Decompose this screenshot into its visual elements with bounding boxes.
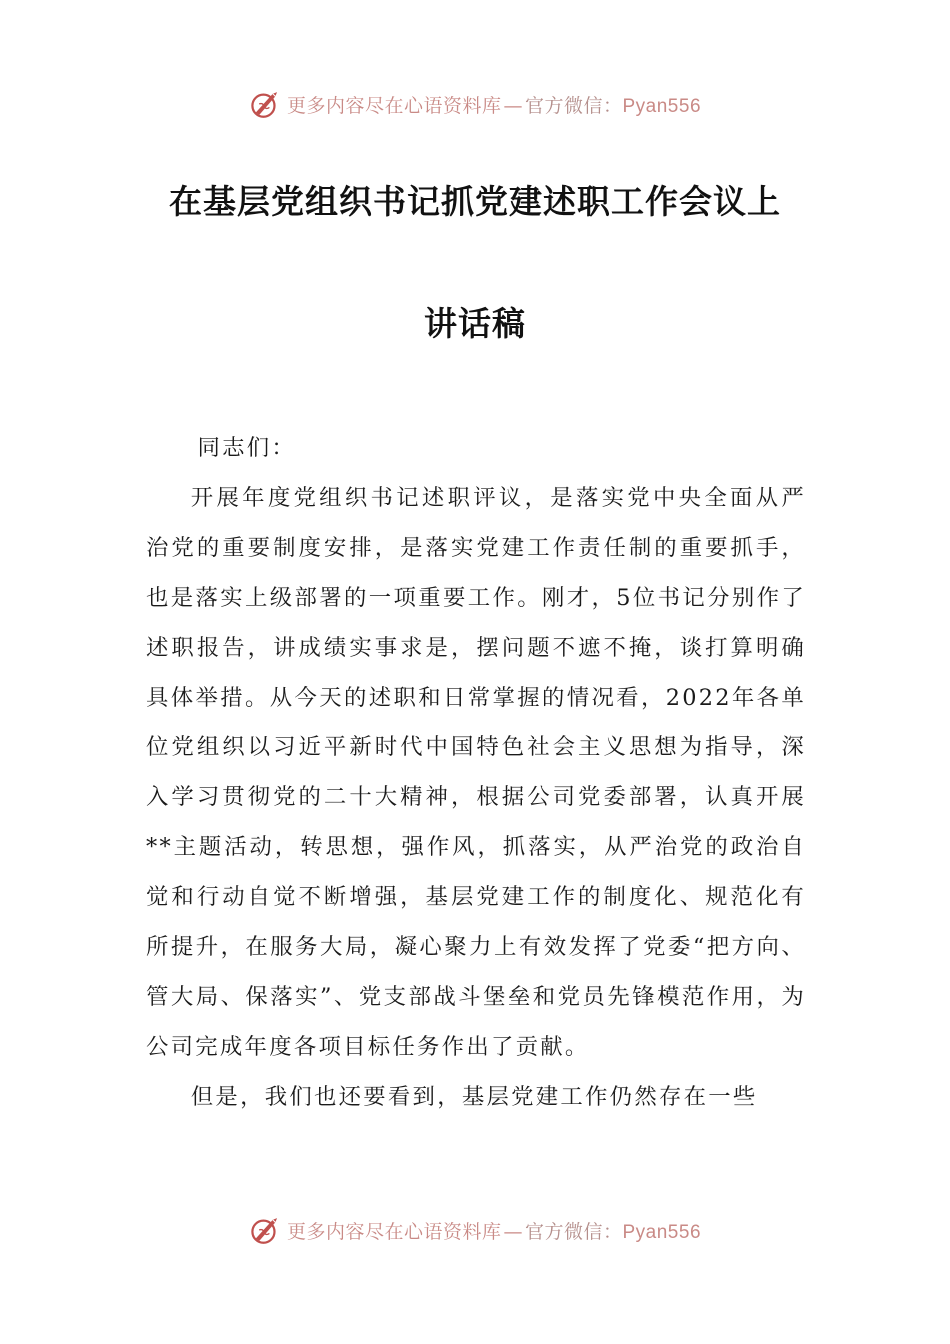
banner-wechat-label: 官方微信：: [524, 1220, 623, 1243]
banner-wechat-id: Pyan556: [622, 95, 702, 117]
banner-wechat-id: Pyan556: [622, 1221, 702, 1243]
banner-wechat-label: 官方微信：: [524, 94, 623, 117]
document-title-line1: 在基层党组织书记抓党建述职工作会议上: [169, 182, 781, 221]
salutation: 同志们：: [197, 435, 297, 461]
pen-logo-icon: [249, 87, 283, 121]
paragraph-2: 但是，我们也还要看到，基层党建工作仍然存在一些: [190, 1083, 758, 1110]
header-banner-text: [287, 91, 701, 118]
banner-site-name: 更多内容尽在心语资料库: [286, 94, 502, 117]
footer-banner-text: [287, 1217, 701, 1244]
header-banner: [0, 84, 950, 124]
banner-site-name: 更多内容尽在心语资料库: [286, 1220, 502, 1243]
paragraph-1: 开展年度党组织书记述职评议，是落实党中央全面从严治党的重要制度安排，是落实党建工作责任制的重要抓手，也是落实上级部署的一项重要工作。刚才，5位书记分别作了述职报告，讲成绩实事求是，摆问题不遮不掩，谈打算明确具体举措。从今天的述职和日常掌握的情况看，2022年各单位党组织以习近平新时代中国特色社会主义思想为指导，深入学习贯彻党的二十大精神，根据公司党委部署，认真开展**主题活动，转思想，强作风，抓落实，从严治党的政治自觉和行动自觉不断增强，基层党建工作的制度化、规范化有所提升，在服务大局，凝心聚力上有效发挥了党委“把方向、管大局、保落实”、党支部战斗堡垒和党员先锋模范作用，为公司完成年度各项目标任务作出了贡献。: [146, 484, 806, 1060]
pen-logo-icon: [249, 1213, 283, 1247]
banner-dash: —: [503, 1220, 523, 1243]
document-body: [146, 424, 806, 1123]
footer-banner: [0, 1210, 950, 1250]
document-title-line2: 讲话稿: [424, 304, 526, 343]
banner-dash: —: [503, 94, 523, 117]
